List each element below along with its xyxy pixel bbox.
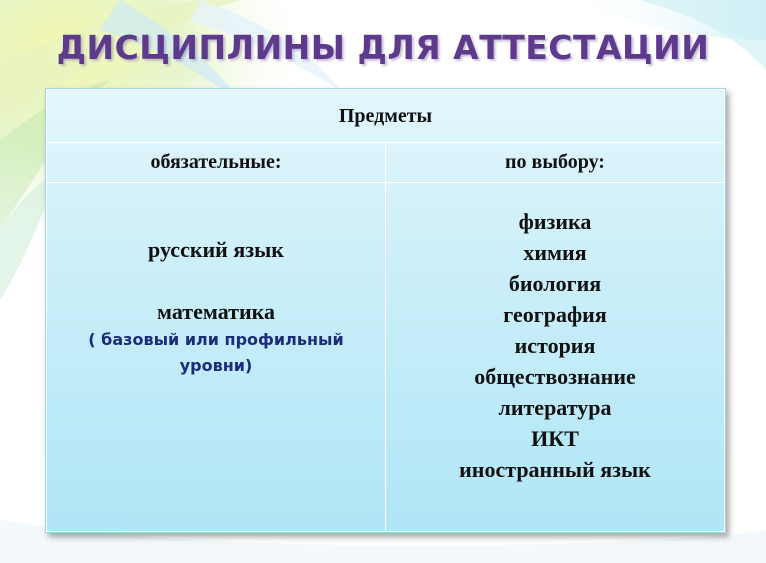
elective-subject: обществознание [474,364,636,389]
table-header: Предметы [47,90,725,143]
elective-subject: география [503,302,607,327]
elective-subject: химия [523,240,587,265]
subjects-table [45,88,726,533]
subjects-grid [46,89,725,532]
column-required: обязательные: [47,143,386,183]
slide-title: ДИСЦИПЛИНЫ ДЛЯ АТТЕСТАЦИИ [56,28,710,67]
elective-subject: иностранный язык [459,457,651,482]
table-columns-row [47,143,725,183]
elective-subject: история [514,333,596,358]
elective-subject: биология [508,271,602,296]
elective-subject: ИКТ [531,426,579,451]
table-header-row [47,90,725,143]
required-subject: русский язык [148,237,284,262]
elective-subjects-cell [386,183,725,532]
required-subjects-cell [47,183,386,532]
required-subject: математика [157,299,275,324]
elective-subject: литература [498,395,612,420]
spacer [47,265,385,296]
table-body-row [47,183,725,532]
elective-subject: физика [518,209,592,234]
math-level-note: ( базовый или профильный уровни) [88,330,344,375]
column-elective: по выбору: [386,143,725,183]
